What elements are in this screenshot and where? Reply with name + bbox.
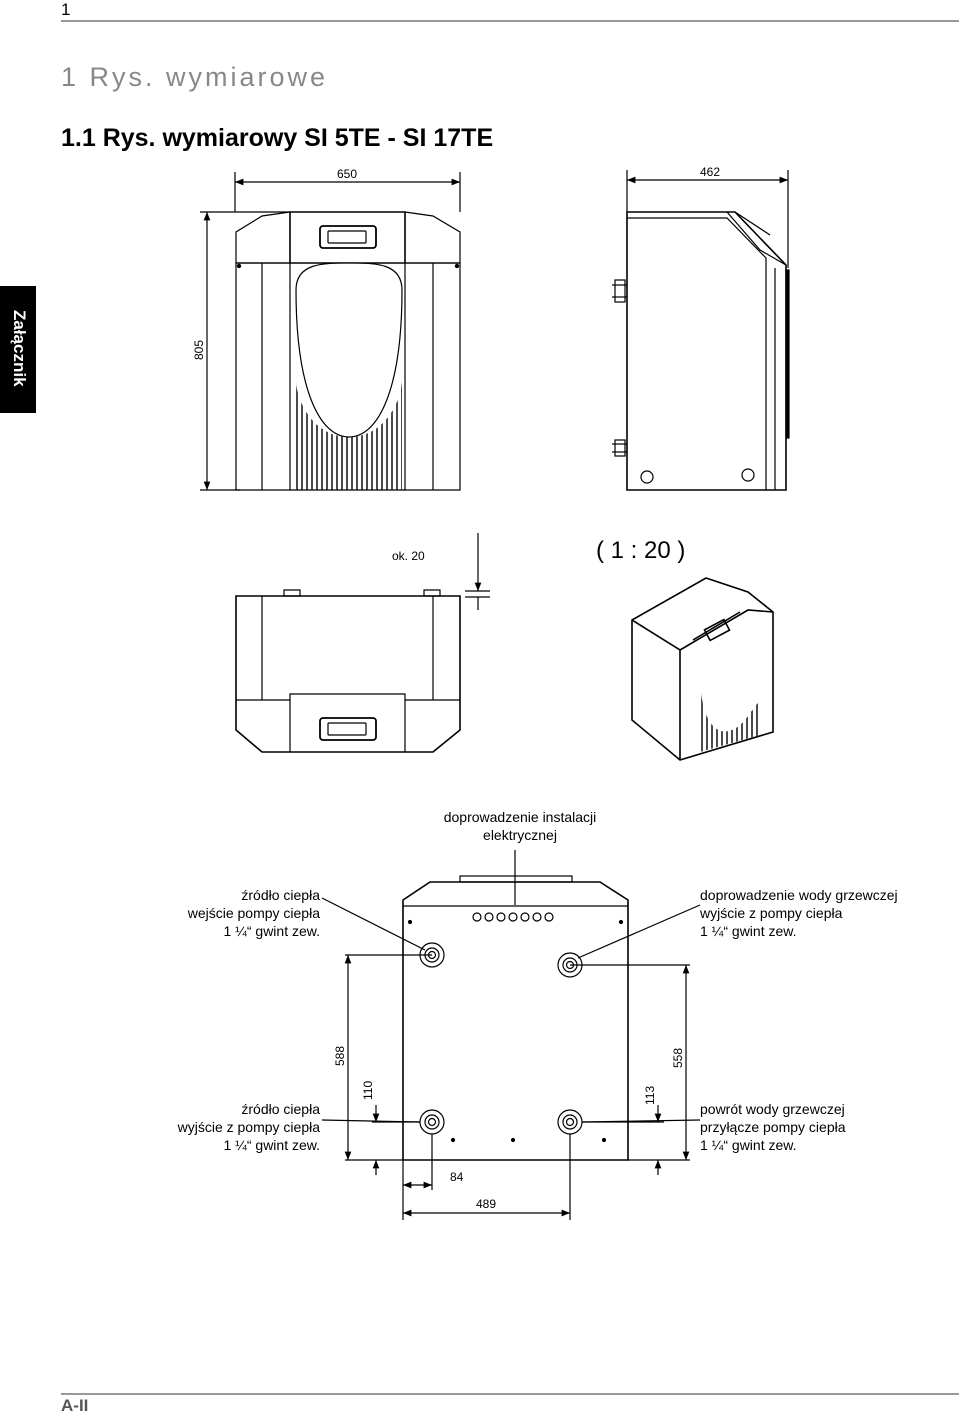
dim-top-gap: ok. 20: [392, 549, 425, 563]
connector-source-out: [420, 1110, 444, 1134]
footer-rule: [61, 1393, 959, 1395]
page-number: 1: [61, 0, 71, 19]
label-heating-out: doprowadzenie wody grzewczej wyjście z pompy ciepła 1 ¼“ gwint zew.: [700, 887, 898, 939]
dim-84: 84: [450, 1170, 464, 1184]
subsection-heading: 1.1 Rys. wymiarowy SI 5TE - SI 17TE: [61, 124, 494, 152]
rear-view: [322, 850, 700, 1220]
top-view: [236, 533, 490, 752]
connector-heating-return: [558, 1110, 582, 1134]
label-source-in: źródło ciepła wejście pompy ciepła 1 ¼“ gwint zew.: [187, 887, 320, 939]
isometric-view: [632, 578, 773, 760]
dim-height: 805: [192, 339, 206, 360]
dim-width: 650: [337, 167, 358, 181]
cable-entry-holes: [473, 913, 553, 921]
scale-label: ( 1 : 20 ): [596, 537, 686, 564]
label-heating-return: powrót wody grzewczej przyłącze pompy ciepła 1 ¼“ gwint zew.: [700, 1101, 846, 1153]
dim-558: 558: [671, 1047, 685, 1068]
dim-588: 588: [333, 1045, 347, 1066]
label-electric: doprowadzenie instalacji elektrycznej: [443, 809, 597, 843]
section-heading: 1 Rys. wymiarowe: [61, 62, 329, 92]
dim-110: 110: [361, 1080, 375, 1100]
label-source-out: źródło ciepła wyjście z pompy ciepła 1 ¼“ gwint zew.: [177, 1101, 320, 1153]
side-tab-label: Załącznik: [10, 310, 29, 387]
dim-489: 489: [476, 1197, 497, 1211]
front-view: [192, 167, 460, 490]
footer-page-label: A-II: [61, 1396, 89, 1415]
dim-depth: 462: [700, 165, 721, 179]
side-view: [612, 165, 789, 490]
dim-113: 113: [643, 1085, 657, 1105]
